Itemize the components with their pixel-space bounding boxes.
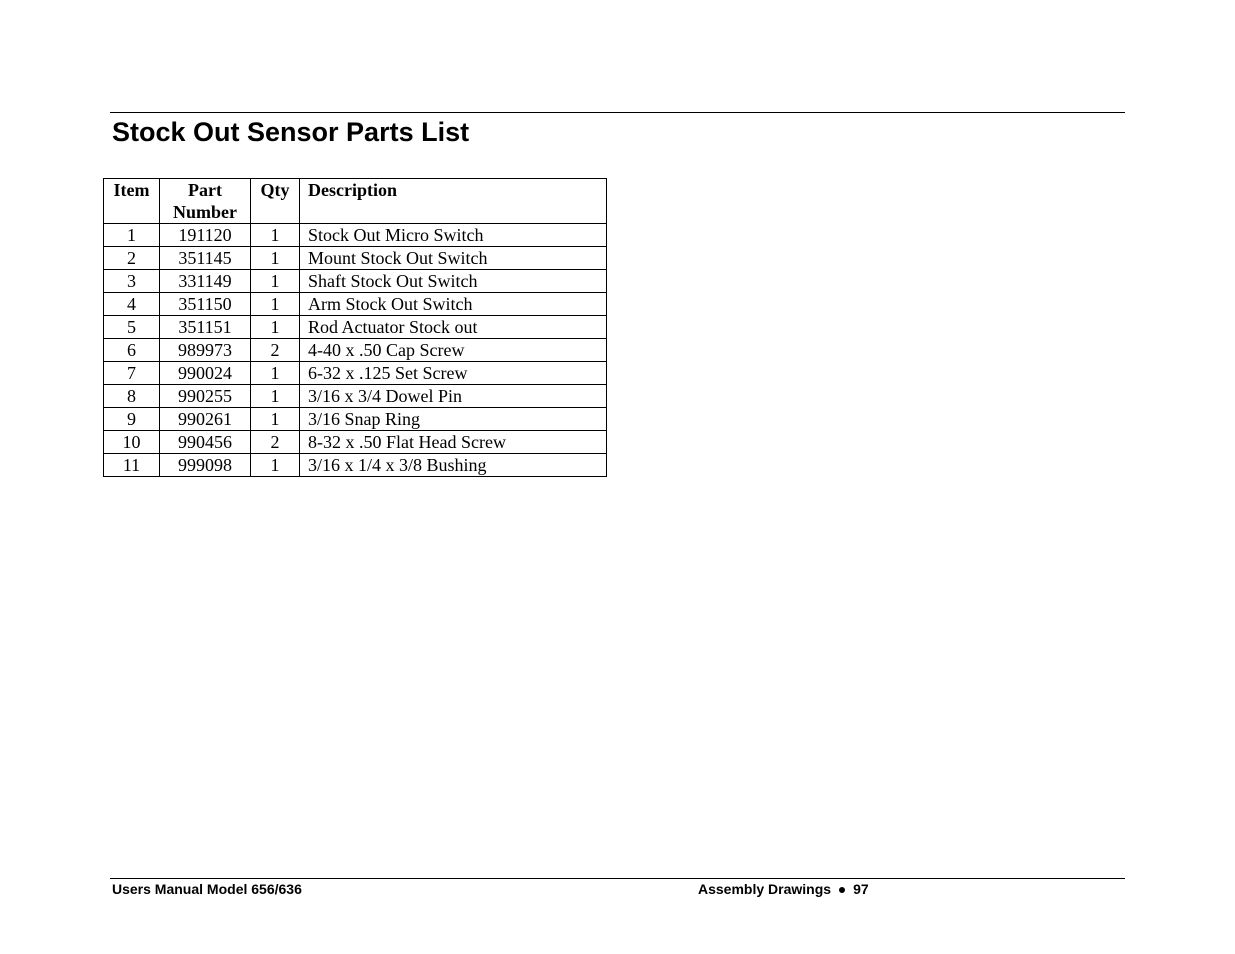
cell-qty: 1 [251, 316, 300, 339]
footer-page-number: 97 [853, 881, 869, 897]
column-header-part-number [160, 179, 251, 224]
cell-description: 6-32 x .125 Set Screw [300, 362, 607, 385]
table-row [104, 408, 607, 431]
cell-qty: 1 [251, 385, 300, 408]
cell-description: Stock Out Micro Switch [300, 224, 607, 247]
header-rule [110, 112, 1125, 113]
cell-part-number: 191120 [160, 224, 251, 247]
part-header-line1: Part [188, 180, 222, 200]
part-header-line2: Number [173, 202, 237, 222]
table-row [104, 431, 607, 454]
table-row [104, 385, 607, 408]
table-row [104, 362, 607, 385]
cell-description: Mount Stock Out Switch [300, 247, 607, 270]
cell-qty: 1 [251, 408, 300, 431]
cell-item: 6 [104, 339, 160, 362]
cell-part-number: 351151 [160, 316, 251, 339]
cell-description: 3/16 Snap Ring [300, 408, 607, 431]
cell-description: Shaft Stock Out Switch [300, 270, 607, 293]
parts-table [103, 178, 607, 477]
page-title: Stock Out Sensor Parts List [112, 117, 470, 147]
table-row [104, 339, 607, 362]
bullet-icon [839, 887, 845, 893]
cell-item: 7 [104, 362, 160, 385]
cell-description: 8-32 x .50 Flat Head Screw [300, 431, 607, 454]
table-row [104, 224, 607, 247]
cell-item: 5 [104, 316, 160, 339]
cell-part-number: 999098 [160, 454, 251, 477]
table-row [104, 454, 607, 477]
cell-part-number: 990255 [160, 385, 251, 408]
cell-part-number: 331149 [160, 270, 251, 293]
cell-part-number: 989973 [160, 339, 251, 362]
footer-section-name: Assembly Drawings [698, 881, 832, 897]
cell-item: 8 [104, 385, 160, 408]
cell-item: 4 [104, 293, 160, 316]
cell-qty: 1 [251, 224, 300, 247]
cell-qty: 1 [251, 454, 300, 477]
cell-description: 3/16 x 3/4 Dowel Pin [300, 385, 607, 408]
cell-part-number: 990024 [160, 362, 251, 385]
cell-part-number: 351145 [160, 247, 251, 270]
cell-qty: 1 [251, 362, 300, 385]
footer-manual-title: Users Manual Model 656/636 [112, 881, 302, 897]
cell-item: 9 [104, 408, 160, 431]
column-header-description: Description [300, 179, 607, 224]
cell-qty: 1 [251, 270, 300, 293]
footer-rule [110, 878, 1125, 879]
cell-description: Rod Actuator Stock out [300, 316, 607, 339]
cell-qty: 2 [251, 431, 300, 454]
table-row [104, 316, 607, 339]
cell-part-number: 990261 [160, 408, 251, 431]
table-row [104, 293, 607, 316]
column-header-item: Item [104, 179, 160, 224]
table-row [104, 270, 607, 293]
table-row [104, 247, 607, 270]
cell-description: Arm Stock Out Switch [300, 293, 607, 316]
cell-item: 2 [104, 247, 160, 270]
cell-item: 1 [104, 224, 160, 247]
cell-part-number: 351150 [160, 293, 251, 316]
cell-part-number: 990456 [160, 431, 251, 454]
cell-qty: 1 [251, 293, 300, 316]
footer-section [698, 881, 869, 898]
cell-qty: 1 [251, 247, 300, 270]
table-header-row [104, 179, 607, 224]
column-header-qty: Qty [251, 179, 300, 224]
cell-item: 10 [104, 431, 160, 454]
cell-description: 4-40 x .50 Cap Screw [300, 339, 607, 362]
cell-item: 3 [104, 270, 160, 293]
cell-qty: 2 [251, 339, 300, 362]
cell-description: 3/16 x 1/4 x 3/8 Bushing [300, 454, 607, 477]
cell-item: 11 [104, 454, 160, 477]
